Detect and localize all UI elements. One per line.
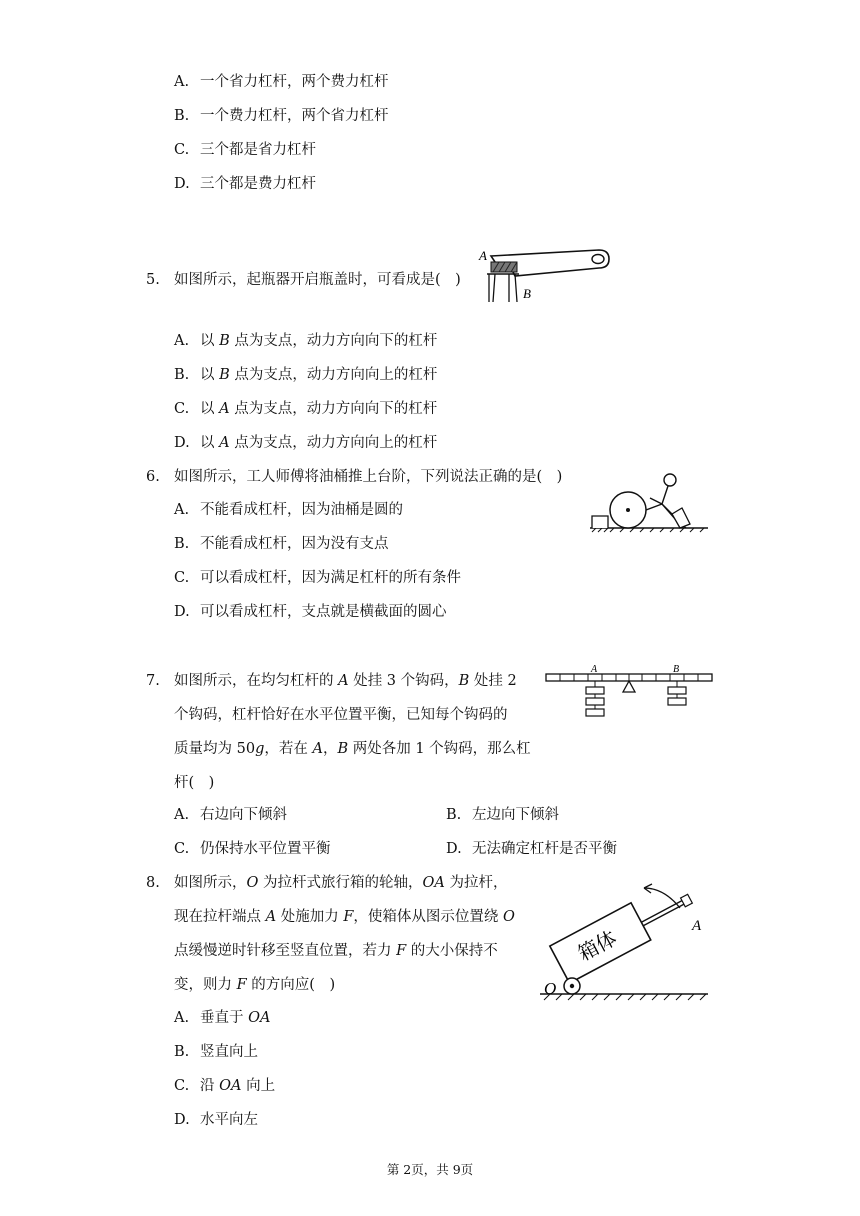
q7-number: 7. (146, 673, 160, 689)
q7-option-b: B. 左边向下倾斜 (446, 807, 559, 823)
q8-number: 8. (146, 875, 160, 891)
q7-option-a: A. 右边向下倾斜 (174, 807, 287, 823)
q5-option-a: A. 以 B 点为支点，动力方向向下的杠杆 (174, 333, 438, 349)
q8-option-b: B. 竖直向上 (174, 1044, 258, 1060)
q7-stem-line-1: 如图所示，在均匀杠杆的 A 处挂 3 个钩码，B 处挂 2 (174, 673, 517, 689)
q7-stem-line-3: 质量均为 50g，若在 A，B 两处各加 1 个钩码，那么杠 (174, 741, 531, 757)
q7-figure-label-a: A (591, 664, 598, 675)
q8-option-d: D. 水平向左 (174, 1112, 258, 1128)
q7-stem-line-4: 杆( ) (174, 775, 215, 791)
q8-figure-label-a: A (692, 918, 702, 934)
q6-number: 6. (146, 469, 160, 485)
q8-figure-label-box: 箱体 (573, 925, 621, 966)
q5-option-c: C. 以 A 点为支点，动力方向向下的杠杆 (174, 401, 438, 417)
q5-option-d: D. 以 A 点为支点，动力方向向上的杠杆 (174, 435, 438, 451)
page-footer: 第 2页，共 9页 (386, 1162, 474, 1177)
q8-stem-line-2: 现在拉杆端点 A 处施加力 F，使箱体从图示位置绕 O (174, 909, 515, 925)
oil-barrel-figure (590, 488, 710, 536)
q6-option-c: C. 可以看成杠杆，因为满足杠杆的所有条件 (174, 570, 461, 586)
q7-option-d: D. 无法确定杠杆是否平衡 (446, 841, 617, 857)
q5-figure-label-a: A (479, 248, 487, 263)
q7-stem-line-2: 个钩码，杠杆恰好在水平位置平衡，已知每个钩码的 (174, 707, 508, 723)
suitcase-figure (540, 876, 712, 1004)
q6-option-a: A. 不能看成杠杆，因为油桶是圆的 (174, 502, 403, 518)
q4-option-c: C. 三个都是省力杠杆 (174, 142, 316, 158)
q8-stem-line-3: 点缓慢逆时针移至竖直位置，若力 F 的大小保持不 (174, 943, 498, 959)
q5-stem: 如图所示，起瓶器开启瓶盖时，可看成是( ) (174, 272, 461, 288)
q7-figure-label-b: B (673, 664, 680, 675)
q8-option-a: A. 垂直于 OA (174, 1010, 271, 1026)
bottle-opener-figure (475, 246, 615, 306)
q5-figure-label-b: B (523, 286, 531, 301)
q7-option-c: C. 仍保持水平位置平衡 (174, 841, 331, 857)
q8-option-c: C. 沿 OA 向上 (174, 1078, 276, 1094)
lever-figure (546, 662, 714, 732)
q4-option-a: A. 一个省力杠杆，两个费力杠杆 (174, 74, 389, 90)
q8-stem-line-1: 如图所示，O 为拉杆式旅行箱的轮轴，OA 为拉杆， (174, 875, 508, 891)
q5-number: 5. (146, 272, 160, 288)
q8-figure-label-o: O (544, 979, 557, 998)
q4-option-d: D. 三个都是费力杠杆 (174, 176, 316, 192)
q4-option-b: B. 一个费力杠杆，两个省力杠杆 (174, 108, 389, 124)
q6-stem: 如图所示，工人师傅将油桶推上台阶，下列说法正确的是( ) (174, 469, 563, 485)
q5-option-b: B. 以 B 点为支点，动力方向向上的杠杆 (174, 367, 438, 383)
q6-option-b: B. 不能看成杠杆，因为没有支点 (174, 536, 389, 552)
q8-stem-line-4: 变，则力 F 的方向应( ) (174, 977, 336, 993)
q6-option-d: D. 可以看成杠杆，支点就是横截面的圆心 (174, 604, 447, 620)
